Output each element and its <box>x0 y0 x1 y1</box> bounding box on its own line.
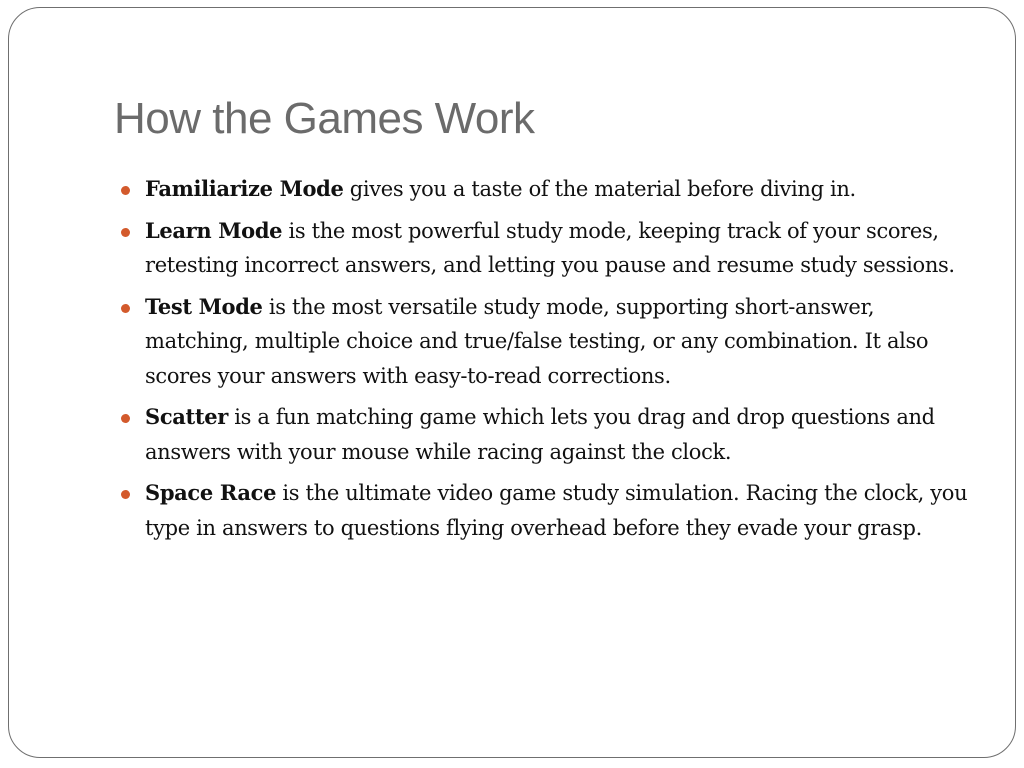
bullet-term: Scatter <box>145 404 228 429</box>
bullet-item-scatter <box>119 400 969 469</box>
bullet-text: gives you a taste of the material before diving in. <box>343 177 856 201</box>
bullet-dot-icon <box>121 304 130 313</box>
bullet-item-test-mode <box>119 290 969 394</box>
slide-title: How the Games Work <box>114 94 535 143</box>
bullet-text: is the most powerful study mode, keeping track of your scores, retesting incorrect answers, and letting you pause and resume study sessions. <box>145 218 955 277</box>
slide <box>8 7 1016 758</box>
bullet-term: Space Race <box>145 480 277 505</box>
bullet-item-learn-mode <box>119 214 969 283</box>
bullet-text: is the ultimate video game study simulation. Racing the clock, you type in answers to questions flying overhead before they evade your grasp. <box>145 481 968 540</box>
bullet-term: Learn Mode <box>145 217 283 243</box>
bullet-dot-icon <box>121 414 130 423</box>
bullet-text: is the most versatile study mode, supporting short-answer, matching, multiple choice and true/false testing, or any combination. It also scores your answers with easy-to-read corrections. <box>145 294 929 388</box>
bullet-dot-icon <box>121 228 130 237</box>
bullet-dot-icon <box>121 186 130 195</box>
bullet-item-space-race <box>119 476 969 545</box>
bullet-term: Test Mode <box>145 293 263 319</box>
bullet-text: is a fun matching game which lets you drag and drop questions and answers with your mouse while racing against the clock. <box>145 405 935 464</box>
bullet-term: Familiarize Mode <box>145 176 344 201</box>
bullet-item-familiarize-mode <box>119 172 969 207</box>
bullet-dot-icon <box>121 490 130 499</box>
bullet-list <box>119 172 969 552</box>
